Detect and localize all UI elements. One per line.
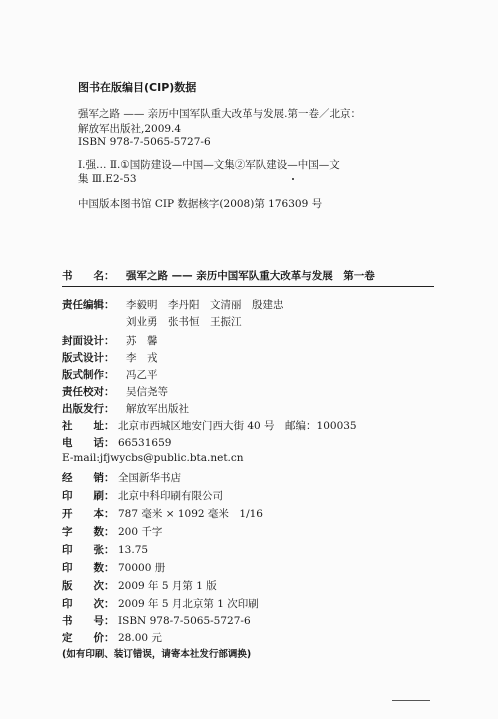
cip-isbn-line: ISBN 978-7-5065-5727-6 bbox=[78, 136, 211, 148]
imprint-label: 版式制作： bbox=[62, 369, 115, 381]
imprint-value: 北京中科印刷有限公司 bbox=[118, 490, 223, 502]
imprint-value: 李 戎 bbox=[126, 352, 158, 364]
imprint-value: 冯乙平 bbox=[126, 369, 158, 381]
imprint-label: 出版发行： bbox=[62, 403, 115, 415]
imprint-label: 经 销： bbox=[62, 472, 115, 484]
imprint-value: 解放军出版社 bbox=[126, 403, 189, 415]
imprint-value: 66531659 bbox=[118, 437, 172, 449]
imprint-label: 字 数： bbox=[62, 526, 115, 538]
imprint-row-price bbox=[62, 630, 162, 645]
imprint-row-format bbox=[62, 506, 263, 521]
replacement-note: (如有印刷、装订错误，请寄本社发行部调换) bbox=[62, 649, 252, 660]
imprint-value: 2009 年 5 月第 1 版 bbox=[118, 580, 217, 592]
cip-classification-line: 集 Ⅲ.E2-53 bbox=[78, 173, 137, 185]
imprint-value: 吴信尧等 bbox=[126, 386, 168, 398]
imprint-row-layout-design bbox=[62, 350, 158, 365]
book-title: 强军之路 —— 亲历中国军队重大改革与发展 第一卷 bbox=[126, 270, 375, 282]
imprint-row-isbn bbox=[62, 613, 251, 628]
imprint-label: 书 名： bbox=[62, 270, 115, 282]
editors-value: 李毅明 李丹阳 文清丽 殷建忠 bbox=[126, 299, 284, 311]
cip-heading: 图书在版编目(CIP)数据 bbox=[78, 81, 197, 94]
scan-speck bbox=[292, 178, 294, 180]
cip-entry-line: 强军之路 —— 亲历中国军队重大改革与发展.第一卷／北京： bbox=[78, 108, 362, 120]
imprint-row-edition bbox=[62, 578, 217, 593]
imprint-row-publisher bbox=[62, 401, 189, 416]
imprint-label: 封面设计： bbox=[62, 335, 115, 347]
imprint-row-cover-design bbox=[62, 333, 158, 348]
imprint-value: 200 千字 bbox=[118, 526, 163, 538]
imprint-row-proofreading bbox=[62, 384, 168, 399]
imprint-value: 13.75 bbox=[118, 544, 149, 556]
imprint-value: ISBN 978-7-5065-5727-6 bbox=[118, 615, 251, 627]
imprint-value: 28.00 元 bbox=[118, 632, 162, 644]
title-divider bbox=[62, 286, 434, 287]
imprint-row-sheets bbox=[62, 542, 148, 557]
imprint-row-printer bbox=[62, 488, 223, 503]
imprint-row-distributor bbox=[62, 470, 181, 485]
imprint-label: 版 次： bbox=[62, 580, 115, 592]
imprint-row-printing bbox=[62, 596, 259, 611]
cip-catalog-number: 中国版本图书馆 CIP 数据核字(2008)第 176309 号 bbox=[78, 198, 323, 210]
imprint-email: E-mail:jfjwycbs@public.bta.net.cn bbox=[62, 452, 244, 464]
imprint-label: 印 次： bbox=[62, 598, 115, 610]
imprint-label: 印 张： bbox=[62, 544, 115, 556]
imprint-label: 责任校对： bbox=[62, 386, 115, 398]
imprint-label: 开 本： bbox=[62, 508, 115, 520]
editors-value: 刘业勇 张书恒 王振江 bbox=[126, 316, 242, 328]
imprint-value: 70000 册 bbox=[118, 562, 166, 574]
imprint-row-layout-production bbox=[62, 367, 158, 382]
imprint-label: 责任编辑： bbox=[62, 299, 115, 311]
scan-mark bbox=[392, 700, 430, 701]
imprint-label: 版式设计： bbox=[62, 352, 115, 364]
imprint-editors-row bbox=[62, 297, 284, 312]
imprint-value: 2009 年 5 月北京第 1 次印刷 bbox=[118, 598, 259, 610]
imprint-row-address bbox=[62, 418, 357, 433]
imprint-value: 苏 馨 bbox=[126, 335, 158, 347]
imprint-row-print-run bbox=[62, 560, 165, 575]
imprint-label: 印 刷： bbox=[62, 490, 115, 502]
imprint-label: 印 数： bbox=[62, 562, 115, 574]
imprint-editors-row-continued bbox=[126, 314, 242, 329]
imprint-label: 社 址： bbox=[62, 420, 115, 432]
imprint-title-row bbox=[62, 268, 375, 283]
cip-entry-line: 解放军出版社,2009.4 bbox=[78, 123, 182, 135]
imprint-value: 全国新华书店 bbox=[118, 472, 181, 484]
cip-classification-line: Ⅰ.强… Ⅱ.①国防建设—中国—文集②军队建设—中国—文 bbox=[78, 159, 340, 171]
imprint-value: 北京市西城区地安门西大街 40 号 邮编：100035 bbox=[118, 420, 357, 432]
imprint-label: 电 话： bbox=[62, 437, 115, 449]
imprint-value: 787 毫米 × 1092 毫米 1/16 bbox=[118, 508, 263, 520]
imprint-row-phone bbox=[62, 435, 171, 450]
imprint-label: 书 号： bbox=[62, 615, 115, 627]
imprint-row-word-count bbox=[62, 524, 162, 539]
imprint-label: 定 价： bbox=[62, 632, 115, 644]
imprint-row-email bbox=[62, 452, 244, 464]
